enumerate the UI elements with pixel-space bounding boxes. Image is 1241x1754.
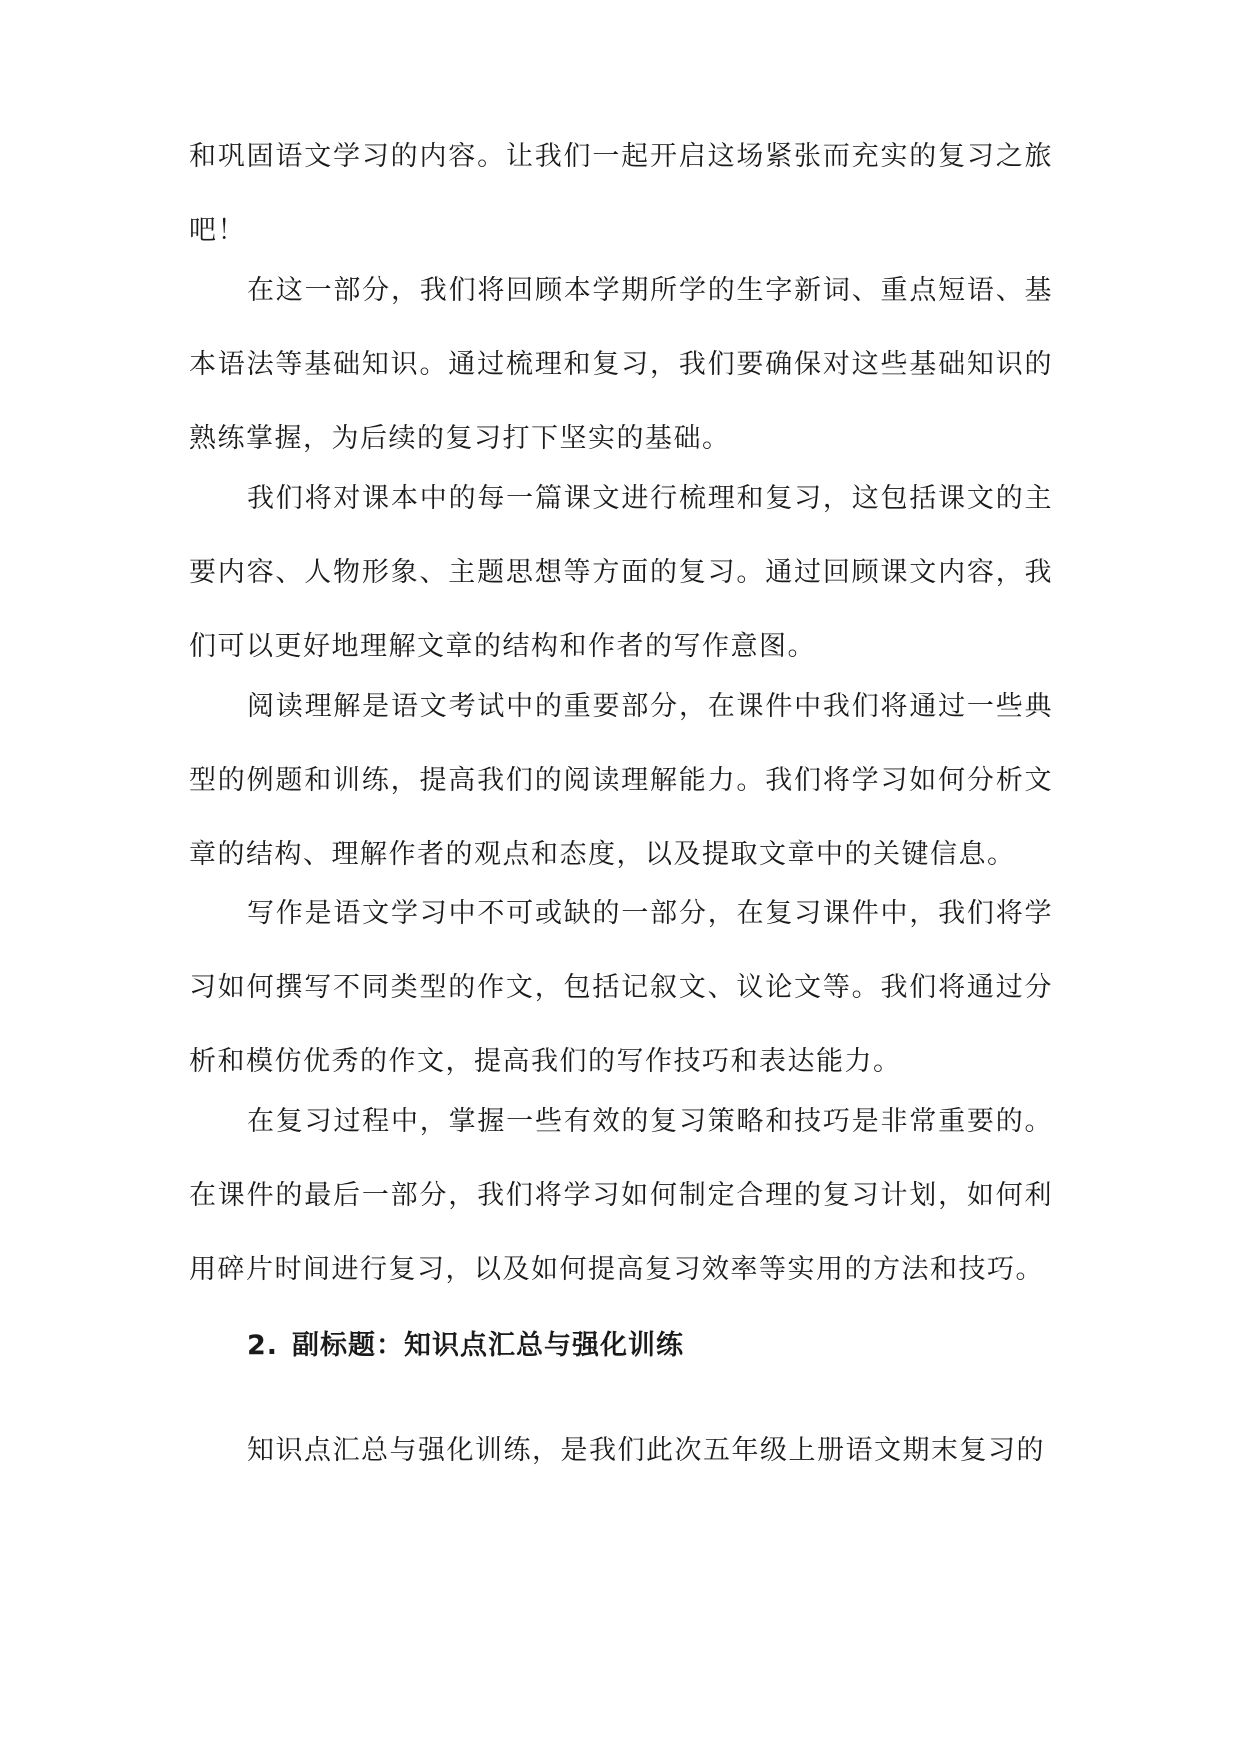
subtitle-number: 2. — [247, 1330, 279, 1361]
paragraph-intro-continuation: 和巩固语文学习的内容。让我们一起开启这场紧张而充实的复习之旅吧！ — [189, 141, 1053, 246]
paragraph-text-review: 我们将对课本中的每一篇课文进行梳理和复习，这包括课文的主要内容、人物形象、主题思想等方面的复习。通过回顾课文内容，我们可以更好地理解文章的结构和作者的写作意图。 — [189, 483, 1053, 662]
section-subtitle — [247, 1309, 1053, 1383]
paragraph-writing: 写作是语文学习中不可或缺的一部分，在复习课件中，我们将学习如何撰写不同类型的作文，包括记叙文、议论文等。我们将通过分析和模仿优秀的作文，提高我们的写作技巧和表达能力。 — [189, 898, 1053, 1077]
paragraph-review-strategies: 在复习过程中，掌握一些有效的复习策略和技巧是非常重要的。在课件的最后一部分，我们将学习如何制定合理的复习计划，如何利用碎片时间进行复习，以及如何提高复习效率等实用的方法和技巧。 — [189, 1106, 1053, 1285]
paragraph-basic-knowledge: 在这一部分，我们将回顾本学期所学的生字新词、重点短语、基本语法等基础知识。通过梳理和复习，我们要确保对这些基础知识的熟练掌握，为后续的复习打下坚实的基础。 — [189, 275, 1053, 454]
subtitle-text: 副标题：知识点汇总与强化训练 — [292, 1330, 685, 1361]
paragraph-knowledge-summary: 知识点汇总与强化训练，是我们此次五年级上册语文期末复习的 — [247, 1435, 1045, 1466]
paragraph-reading-comprehension: 阅读理解是语文考试中的重要部分，在课件中我们将通过一些典型的例题和训练，提高我们的阅读理解能力。我们将学习如何分析文章的结构、理解作者的观点和态度，以及提取文章中的关键信息。 — [189, 691, 1053, 870]
